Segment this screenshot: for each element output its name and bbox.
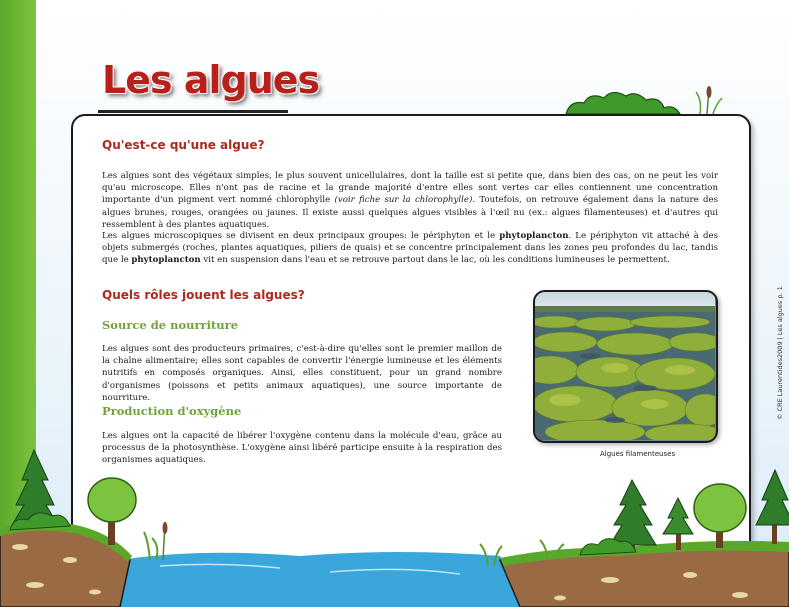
lake-water-icon [110,552,540,607]
right-round-tree-icon [694,484,746,548]
paragraph-groups: Les algues microscopiques se divisent en deux principaux groupes: le périphyton et le phytoplancton. Le périphyton vit attaché à des objets submergés (roches, plantes aquatiques, piliers de quais) et se concentre principalement dans les zones peu profondes du lac, tandis que le phytoplancton vit en suspension dans l'eau et se retrouve partout dans le lac, où les conditions lumineuses le permettent. [102,231,718,266]
right-pine-tree-1-icon [610,480,656,550]
paragraph-definition: Les algues sont des végétaux simples, le plus souvent unicellulaires, dont la taille est si petite que, dans bien des cas, on ne peut les voir qu'au microscope. Elles n'ont pas de racine et la grande majorité d'entre elles sont vertes car elles contiennent une concentration importante d'un pigment vert nommé chlorophylle (voir fiche sur la chlorophylle). Toutefois, on retrouve également dans la nature des algues brunes, rouges, orangées ou jaunes. Il existe aussi quelques algues visibles à l'œil nu (ex.: algues filamenteuses) et d'autres qui ressemblent à des plantes aquatiques. [102,171,718,230]
photo-caption: Algues filamenteuses [600,450,676,458]
subheading-oxygen: Production d'oxygène [102,404,242,418]
right-pine-tree-3-icon [756,470,789,544]
section-heading-what-is: Qu'est-ce qu'une algue? [102,138,265,152]
section-heading-roles: Quels rôles jouent les algues? [102,288,305,302]
paragraph-food-source: Les algues sont des producteurs primaires, c'est-à-dire qu'elles sont le premier maillon de la chaîne alimentaire; elles sont capables de convertir l'énergie lumineuse et les éléments nutritifs en composés organiques. Ainsi, elles constituent, pour un grand nombre d'organismes (poissons et petits animaux aquatiques), une source importante de nourriture. [102,344,502,403]
footer-credit: © CRE Laurentides2009 | Les algues p. 1 [776,286,784,420]
left-cattail-icon [144,522,168,560]
subheading-food-source: Source de nourriture [102,318,239,332]
paragraph-oxygen: Les algues ont la capacité de libérer l'oxygène contenu dans la molécule d'eau, grâce au processus de la photosynthèse. L'oxygène ainsi libéré participe ensuite à la respiration des organismes aquatiques. [102,431,502,466]
page-title: Les algues [102,58,320,102]
